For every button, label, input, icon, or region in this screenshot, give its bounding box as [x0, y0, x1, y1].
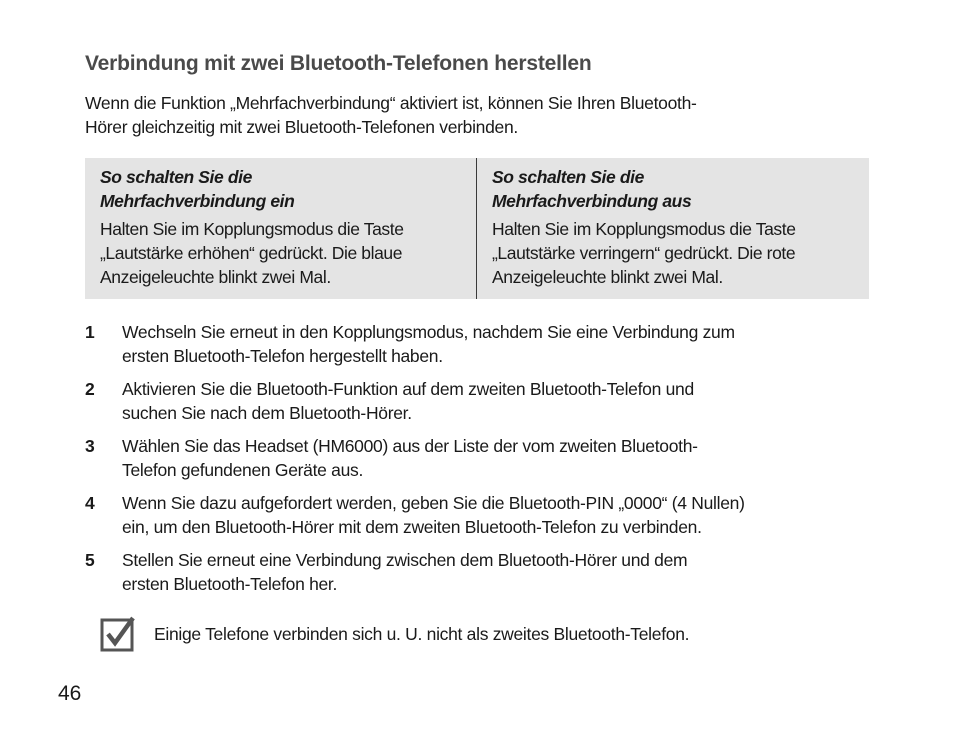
multipoint-off-title — [492, 165, 859, 213]
step-line: ersten Bluetooth-Telefon hergestellt haben. — [122, 346, 443, 366]
step-number: 3 — [85, 436, 95, 456]
step-text — [122, 434, 875, 482]
body-line: Halten Sie im Kopplungsmodus die Taste — [492, 219, 796, 239]
step-item — [85, 377, 875, 425]
step-text — [122, 491, 875, 539]
multipoint-off-column — [477, 158, 869, 299]
step-line: suchen Sie nach dem Bluetooth-Hörer. — [122, 403, 412, 423]
step-line: Wählen Sie das Headset (HM6000) aus der Liste der vom zweiten Bluetooth- — [122, 436, 698, 456]
step-line: Wechseln Sie erneut in den Kopplungsmodus, nachdem Sie eine Verbindung zum — [122, 322, 735, 342]
step-number: 5 — [85, 550, 95, 570]
multipoint-off-text — [492, 217, 859, 289]
step-number: 2 — [85, 379, 95, 399]
multipoint-on-column — [85, 158, 477, 299]
step-line: ein, um den Bluetooth-Hörer mit dem zweiten Bluetooth-Telefon zu verbinden. — [122, 517, 702, 537]
step-item — [85, 434, 875, 482]
step-line: ersten Bluetooth-Telefon her. — [122, 574, 338, 594]
section-heading: Verbindung mit zwei Bluetooth-Telefonen herstellen — [85, 52, 592, 75]
body-line: Anzeigeleuchte blinkt zwei Mal. — [492, 267, 723, 287]
title-line: Mehrfachverbindung ein — [100, 191, 295, 211]
body-line: Anzeigeleuchte blinkt zwei Mal. — [100, 267, 331, 287]
step-text — [122, 377, 875, 425]
step-line: Wenn Sie dazu aufgefordert werden, geben Sie die Bluetooth-PIN „0000“ (4 Nullen) — [122, 493, 745, 513]
step-text — [122, 548, 875, 596]
body-line: „Lautstärke erhöhen“ gedrückt. Die blaue — [100, 243, 403, 263]
multipoint-table — [85, 158, 869, 299]
title-line: So schalten Sie die — [492, 167, 644, 187]
step-item — [85, 320, 875, 368]
step-item — [85, 548, 875, 596]
intro-line: Hörer gleichzeitig mit zwei Bluetooth-Telefonen verbinden. — [85, 117, 518, 137]
step-line: Aktivieren Sie die Bluetooth-Funktion auf dem zweiten Bluetooth-Telefon und — [122, 379, 694, 399]
page-number: 46 — [58, 682, 82, 705]
intro-line: Wenn die Funktion „Mehrfachverbindung“ aktiviert ist, können Sie Ihren Bluetooth- — [85, 93, 697, 113]
step-line: Stellen Sie erneut eine Verbindung zwischen dem Bluetooth-Hörer und dem — [122, 550, 688, 570]
step-number: 4 — [85, 493, 95, 513]
steps-list — [85, 320, 875, 605]
note-text: Einige Telefone verbinden sich u. U. nicht als zweites Bluetooth-Telefon. — [154, 623, 690, 644]
step-item — [85, 491, 875, 539]
intro-paragraph — [85, 91, 875, 139]
step-number: 1 — [85, 322, 95, 342]
body-line: Halten Sie im Kopplungsmodus die Taste — [100, 219, 404, 239]
multipoint-on-title — [100, 165, 466, 213]
title-line: Mehrfachverbindung aus — [492, 191, 692, 211]
checkmark-box-icon — [100, 616, 136, 652]
title-line: So schalten Sie die — [100, 167, 252, 187]
step-line: Telefon gefundenen Geräte aus. — [122, 460, 364, 480]
multipoint-on-text — [100, 217, 466, 289]
body-line: „Lautstärke verringern“ gedrückt. Die rote — [492, 243, 796, 263]
step-text — [122, 320, 875, 368]
note — [100, 616, 689, 652]
